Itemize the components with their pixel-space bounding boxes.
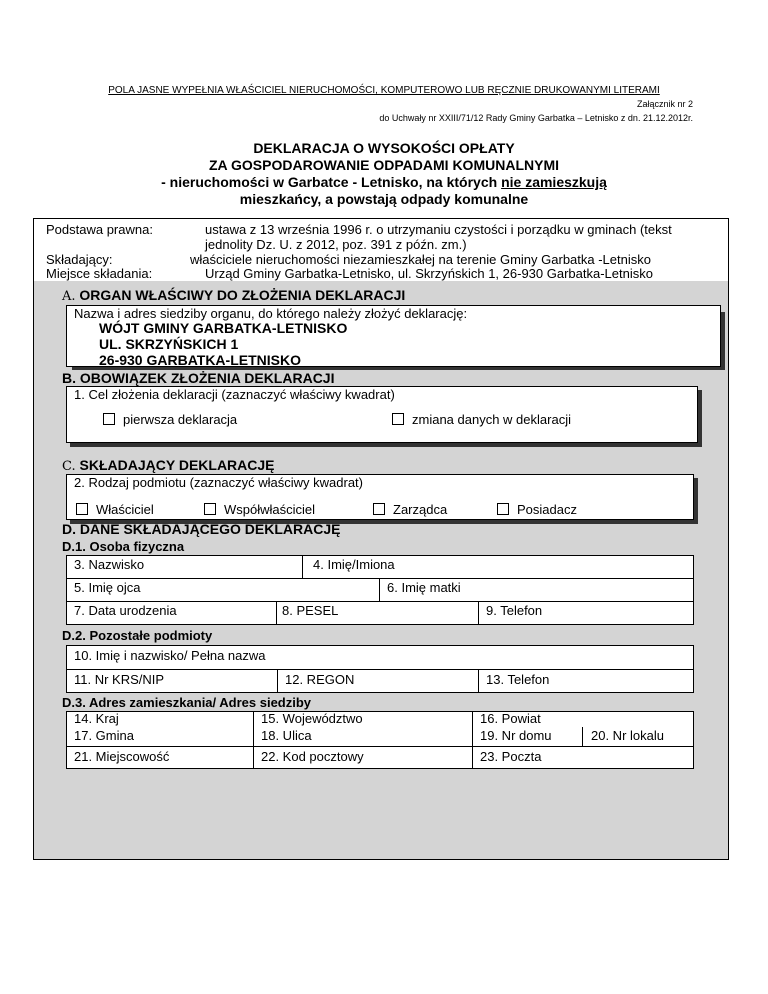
section-c-letter: C. [62, 459, 76, 474]
field-regon[interactable]: 12. REGON [285, 672, 355, 687]
fill-instruction: POLA JASNE WYPEŁNIA WŁAŚCICIEL NIERUCHOMOŚCI, KOMPUTEROWO LUB RĘCZNIE DRUKOWANYMI LITERAMI [108, 85, 660, 96]
legal-basis-value-line2: jednolity Dz. U. z 2012, poz. 391 z późn. zm.) [205, 237, 467, 252]
checkbox-icon[interactable] [204, 503, 216, 515]
subsection-d2-title: D.2. Pozostałe podmioty [62, 628, 213, 643]
form-title-line4: mieszkańcy, a powstają odpady komunalne [239, 191, 529, 207]
field-entity-name[interactable]: 10. Imię i nazwisko/ Pełna nazwa [74, 648, 266, 663]
authority-hint: Nazwa i adres siedziby organu, do którego należy złożyć deklarację: [74, 306, 468, 321]
submission-place-label: Miejsce składania: [46, 266, 153, 281]
form-title-line3 [0, 174, 768, 190]
field-first-names[interactable]: 4. Imię/Imiona [313, 557, 395, 572]
field-birth-date[interactable]: 7. Data urodzenia [74, 603, 177, 618]
option-manager-label: Zarządca [393, 502, 448, 517]
form-title-line1: DEKLARACJA O WYSOKOŚCI OPŁATY [253, 140, 515, 156]
checkbox-icon[interactable] [497, 503, 509, 515]
option-first-declaration[interactable] [103, 412, 237, 427]
divider [276, 601, 277, 625]
section-d-heading: D. DANE SKŁADAJĄCEGO DEKLARACJĘ [62, 521, 341, 537]
subsection-d3-title: D.3. Adres zamieszkania/ Adres siedziby [62, 695, 312, 710]
checkbox-icon[interactable] [103, 413, 115, 425]
divider [582, 727, 583, 747]
divider [277, 669, 278, 693]
declaration-purpose-hint: 1. Cel złożenia deklaracji (zaznaczyć właściwy kwadrat) [74, 387, 395, 402]
divider [302, 555, 303, 579]
submission-place-value: Urząd Gminy Garbatka-Letnisko, ul. Skrzyńskich 1, 26-930 Garbatka-Letnisko [205, 266, 653, 281]
section-c-title: SKŁADAJĄCY DEKLARACJĘ [79, 457, 275, 473]
divider [478, 601, 479, 625]
field-surname[interactable]: 3. Nazwisko [74, 557, 145, 572]
entity-type-hint: 2. Rodzaj podmiotu (zaznaczyć właściwy kwadrat) [74, 475, 363, 490]
field-street[interactable]: 18. Ulica [261, 728, 312, 743]
field-country[interactable]: 14. Kraj [74, 711, 119, 726]
option-possessor[interactable] [497, 502, 577, 517]
field-post-office[interactable]: 23. Poczta [480, 749, 542, 764]
checkbox-icon[interactable] [392, 413, 404, 425]
field-commune[interactable]: 17. Gmina [74, 728, 134, 743]
field-phone-entity[interactable]: 13. Telefon [486, 672, 550, 687]
authority-address-line1: WÓJT GMINY GARBATKA-LETNISKO [99, 320, 348, 336]
field-father-name[interactable]: 5. Imię ojca [74, 580, 141, 595]
authority-address-line3: 26-930 GARBATKA-LETNISKO [99, 352, 301, 368]
field-phone-person[interactable]: 9. Telefon [486, 603, 543, 618]
divider [472, 711, 473, 769]
field-county[interactable]: 16. Powiat [480, 711, 541, 726]
divider [478, 669, 479, 693]
option-owner[interactable] [76, 502, 154, 517]
resolution-reference: do Uchwały nr XXIII/71/12 Rady Gminy Garbatka – Letnisko z dn. 21.12.2012r. [379, 113, 693, 123]
field-house-number[interactable]: 19. Nr domu [480, 728, 552, 743]
field-krs-nip[interactable]: 11. Nr KRS/NIP [74, 672, 165, 687]
section-b-heading: B. OBOWIĄZEK ZŁOŻENIA DEKLARACJI [62, 370, 335, 386]
authority-address-line2: UL. SKRZYŃSKICH 1 [99, 336, 239, 352]
section-a-heading [62, 287, 405, 304]
form-title-underlined: nie zamieszkują [501, 174, 607, 190]
section-c-heading [62, 457, 275, 474]
legal-basis-label: Podstawa prawna: [46, 222, 153, 237]
option-data-change-label: zmiana danych w deklaracji [412, 412, 571, 427]
option-manager[interactable] [373, 502, 447, 517]
subsection-d1-title: D.1. Osoba fizyczna [62, 539, 185, 554]
submitter-label: Składający: [46, 252, 113, 267]
form-title-line3-text: - nieruchomości w Garbatce - Letnisko, na których [161, 174, 502, 190]
checkbox-icon[interactable] [76, 503, 88, 515]
section-a-letter: A. [62, 289, 76, 304]
field-voivodeship[interactable]: 15. Województwo [261, 711, 363, 726]
field-postal-code[interactable]: 22. Kod pocztowy [261, 749, 364, 764]
divider [379, 578, 380, 602]
field-mother-name[interactable]: 6. Imię matki [387, 580, 461, 595]
option-co-owner-label: Współwłaściciel [224, 502, 316, 517]
legal-basis-value-line1: ustawa z 13 września 1996 r. o utrzymaniu czystości i porządku w gminach (tekst [205, 222, 672, 237]
submitter-value: właściciele nieruchomości niezamieszkałej na terenie Gminy Garbatka -Letnisko [190, 252, 651, 267]
option-first-declaration-label: pierwsza deklaracja [123, 412, 238, 427]
option-data-change[interactable] [392, 412, 571, 427]
field-pesel[interactable]: 8. PESEL [282, 603, 339, 618]
annex-number: Załącznik nr 2 [636, 99, 693, 109]
field-locality[interactable]: 21. Miejscowość [74, 749, 170, 764]
divider [253, 711, 254, 769]
option-co-owner[interactable] [204, 502, 315, 517]
checkbox-icon[interactable] [373, 503, 385, 515]
field-apartment-number[interactable]: 20. Nr lokalu [591, 728, 664, 743]
option-owner-label: Właściciel [96, 502, 154, 517]
row-parents [66, 578, 694, 602]
divider [66, 746, 694, 747]
section-a-title: ORGAN WŁAŚCIWY DO ZŁOŻENIA DEKLARACJI [79, 287, 406, 303]
option-possessor-label: Posiadacz [517, 502, 577, 517]
form-title-line2: ZA GOSPODAROWANIE ODPADAMI KOMUNALNYMI [209, 157, 559, 173]
